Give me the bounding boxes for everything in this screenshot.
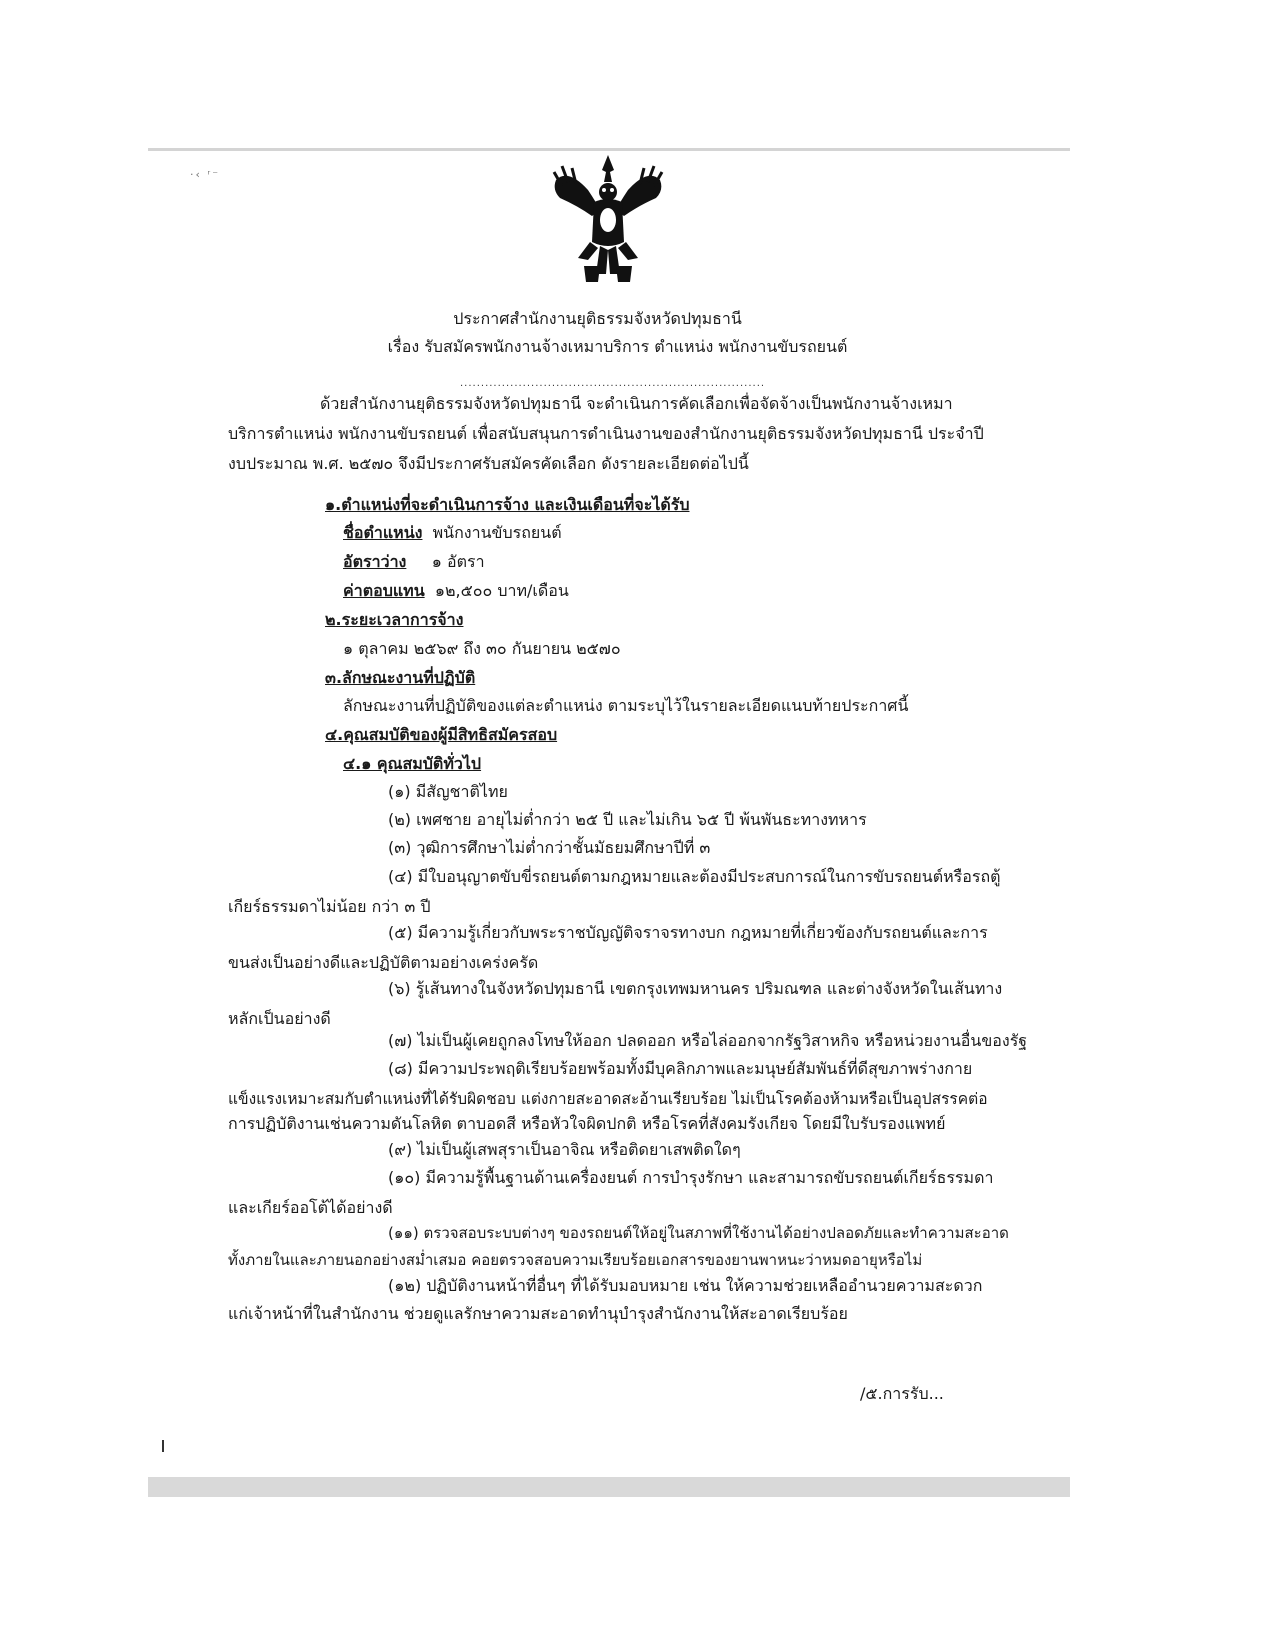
qualification-11: (๑๑) ตรวจสอบระบบต่างๆ ของรถยนต์ให้อยู่ในสภาพที่ใช้งานได้อย่างปลอดภัยและทำความสะอาด: [388, 1224, 1009, 1242]
continued-marker: /๕.การรับ...: [860, 1384, 944, 1403]
title-divider: .........................................................................: [460, 378, 766, 389]
intro-line-3: งบประมาณ พ.ศ. ๒๕๗๐ จึงมีประกาศรับสมัครคัดเลือก ดังรายละเอียดต่อไปนี้: [228, 454, 749, 473]
intro-line-1: ด้วยสำนักงานยุติธรรมจังหวัดปทุมธานี จะดำเนินการคัดเลือกเพื่อจัดจ้างเป็นพนักงานจ้างเหมา: [320, 394, 953, 413]
scan-marks: ·‹ ʳ⁻: [190, 168, 221, 181]
qualification-5: (๕) มีความรู้เกี่ยวกับพระราชบัญญัติจราจรทางบก กฎหมายที่เกี่ยวข้องกับรถยนต์และการ: [388, 923, 988, 942]
bottom-bar: [148, 1477, 1070, 1497]
qualification-1: (๑) มีสัญชาติไทย: [388, 782, 508, 801]
garuda-emblem-icon: [548, 150, 668, 285]
announcement-subject: เรื่อง รับสมัครพนักงานจ้างเหมาบริการ ตำแหน่ง พนักงานขับรถยนต์: [387, 337, 848, 356]
qualification-5-cont: ขนส่งเป็นอย่างดีและปฏิบัติตามอย่างเคร่งครัด: [228, 953, 539, 972]
qualification-12-cont: แก่เจ้าหน้าที่ในสำนักงาน ช่วยดูแลรักษาความสะอาดทำนุบำรุงสำนักงานให้สะอาดเรียบร้อย: [228, 1304, 848, 1323]
job-description: ลักษณะงานที่ปฏิบัติของแต่ละตำแหน่ง ตามระบุไว้ในรายละเอียดแนบท้ายประกาศนี้: [343, 696, 909, 715]
qualification-10-cont: และเกียร์ออโต้ได้อย่างดี: [228, 1198, 393, 1217]
pay-value: ๑๒,๕๐๐ บาท/เดือน: [434, 581, 569, 600]
qualification-8-cont-1: แข็งแรงเหมาะสมกับตำแหน่งที่ได้รับผิดชอบ แต่งกายสะอาดสะอ้านเรียบร้อย ไม่เป็นโรคต้องห้ามหรือเป็นอุปสรรคต่อ: [228, 1090, 988, 1108]
qualification-9: (๙) ไม่เป็นผู้เสพสุราเป็นอาจิณ หรือติดยาเสพติดใดๆ: [388, 1140, 741, 1159]
position-name-label: ชื่อตำแหน่ง: [343, 523, 423, 542]
qualification-3: (๓) วุฒิการศึกษาไม่ต่ำกว่าชั้นมัธยมศึกษาปีที่ ๓: [388, 838, 711, 857]
section-4-heading: ๔.คุณสมบัติของผู้มีสิทธิสมัครสอบ: [325, 725, 558, 744]
vacancy-row: [343, 551, 485, 573]
pay-row: [343, 580, 569, 602]
qualification-6: (๖) รู้เส้นทางในจังหวัดปทุมธานี เขตกรุงเทพมหานคร ปริมณฑล และต่างจังหวัดในเส้นทาง: [388, 979, 1003, 998]
section-4-1-heading: ๔.๑ คุณสมบัติทั่วไป: [343, 754, 482, 773]
vacancy-label: อัตราว่าง: [343, 552, 407, 571]
section-2-heading: ๒.ระยะเวลาการจ้าง: [325, 610, 464, 629]
vacancy-value: ๑ อัตรา: [431, 552, 485, 571]
position-name-row: [343, 522, 562, 544]
qualification-8-cont-2: การปฏิบัติงานเช่นความดันโลหิต ตาบอดสี หรือหัวใจผิดปกติ หรือโรคที่สังคมรังเกียจ โดยมีใบรับรองแพทย์: [228, 1114, 946, 1133]
intro-line-2: บริการตำแหน่ง พนักงานขับรถยนต์ เพื่อสนับสนุนการดำเนินงานของสำนักงานยุติธรรมจังหวัดปทุมธานี ประจำปี: [228, 424, 984, 443]
qualification-4-cont: เกียร์ธรรมดาไม่น้อย กว่า ๓ ปี: [228, 897, 431, 916]
qualification-8: (๘) มีความประพฤติเรียบร้อยพร้อมทั้งมีบุคลิกภาพและมนุษย์สัมพันธ์ที่ดีสุขภาพร่างกาย: [388, 1059, 973, 1078]
section-1-heading: ๑.ตำแหน่งที่จะดำเนินการจ้าง และเงินเดือนที่จะได้รับ: [325, 495, 690, 514]
pay-label: ค่าตอบแทน: [343, 581, 425, 600]
qualification-12: (๑๒) ปฏิบัติงานหน้าที่อื่นๆ ที่ได้รับมอบหมาย เช่น ให้ความช่วยเหลืออำนวยความสะดวก: [388, 1276, 983, 1295]
position-name-value: พนักงานขับรถยนต์: [432, 523, 562, 542]
qualification-7: (๗) ไม่เป็นผู้เคยถูกลงโทษให้ออก ปลดออก หรือไล่ออกจากรัฐวิสาหกิจ หรือหน่วยงานอื่นของรัฐ: [388, 1031, 1028, 1050]
qualification-2: (๒) เพศชาย อายุไม่ต่ำกว่า ๒๕ ปี และไม่เกิน ๖๕ ปี พ้นพันธะทางทหาร: [388, 810, 867, 829]
qualification-10: (๑๐) มีความรู้พื้นฐานด้านเครื่องยนต์ การบำรุงรักษา และสามารถขับรถยนต์เกียร์ธรรมดา: [388, 1168, 994, 1187]
qualification-4: (๔) มีใบอนุญาตขับขี่รถยนต์ตามกฎหมายและต้องมีประสบการณ์ในการขับรถยนต์หรือรถตู้: [388, 867, 1001, 886]
section-3-heading: ๓.ลักษณะงานที่ปฏิบัติ: [325, 668, 476, 687]
margin-mark: [162, 1440, 164, 1452]
qualification-6-cont: หลักเป็นอย่างดี: [228, 1009, 331, 1028]
qualification-11-cont: ทั้งภายในและภายนอกอย่างสม่ำเสมอ คอยตรวจสอบความเรียบร้อยเอกสารของยานพาหนะว่าหมดอายุหรือไม่: [228, 1251, 923, 1269]
announcement-title: ประกาศสำนักงานยุติธรรมจังหวัดปทุมธานี: [453, 309, 742, 328]
employment-period: ๑ ตุลาคม ๒๕๖๙ ถึง ๓๐ กันยายน ๒๕๗๐: [343, 639, 621, 658]
